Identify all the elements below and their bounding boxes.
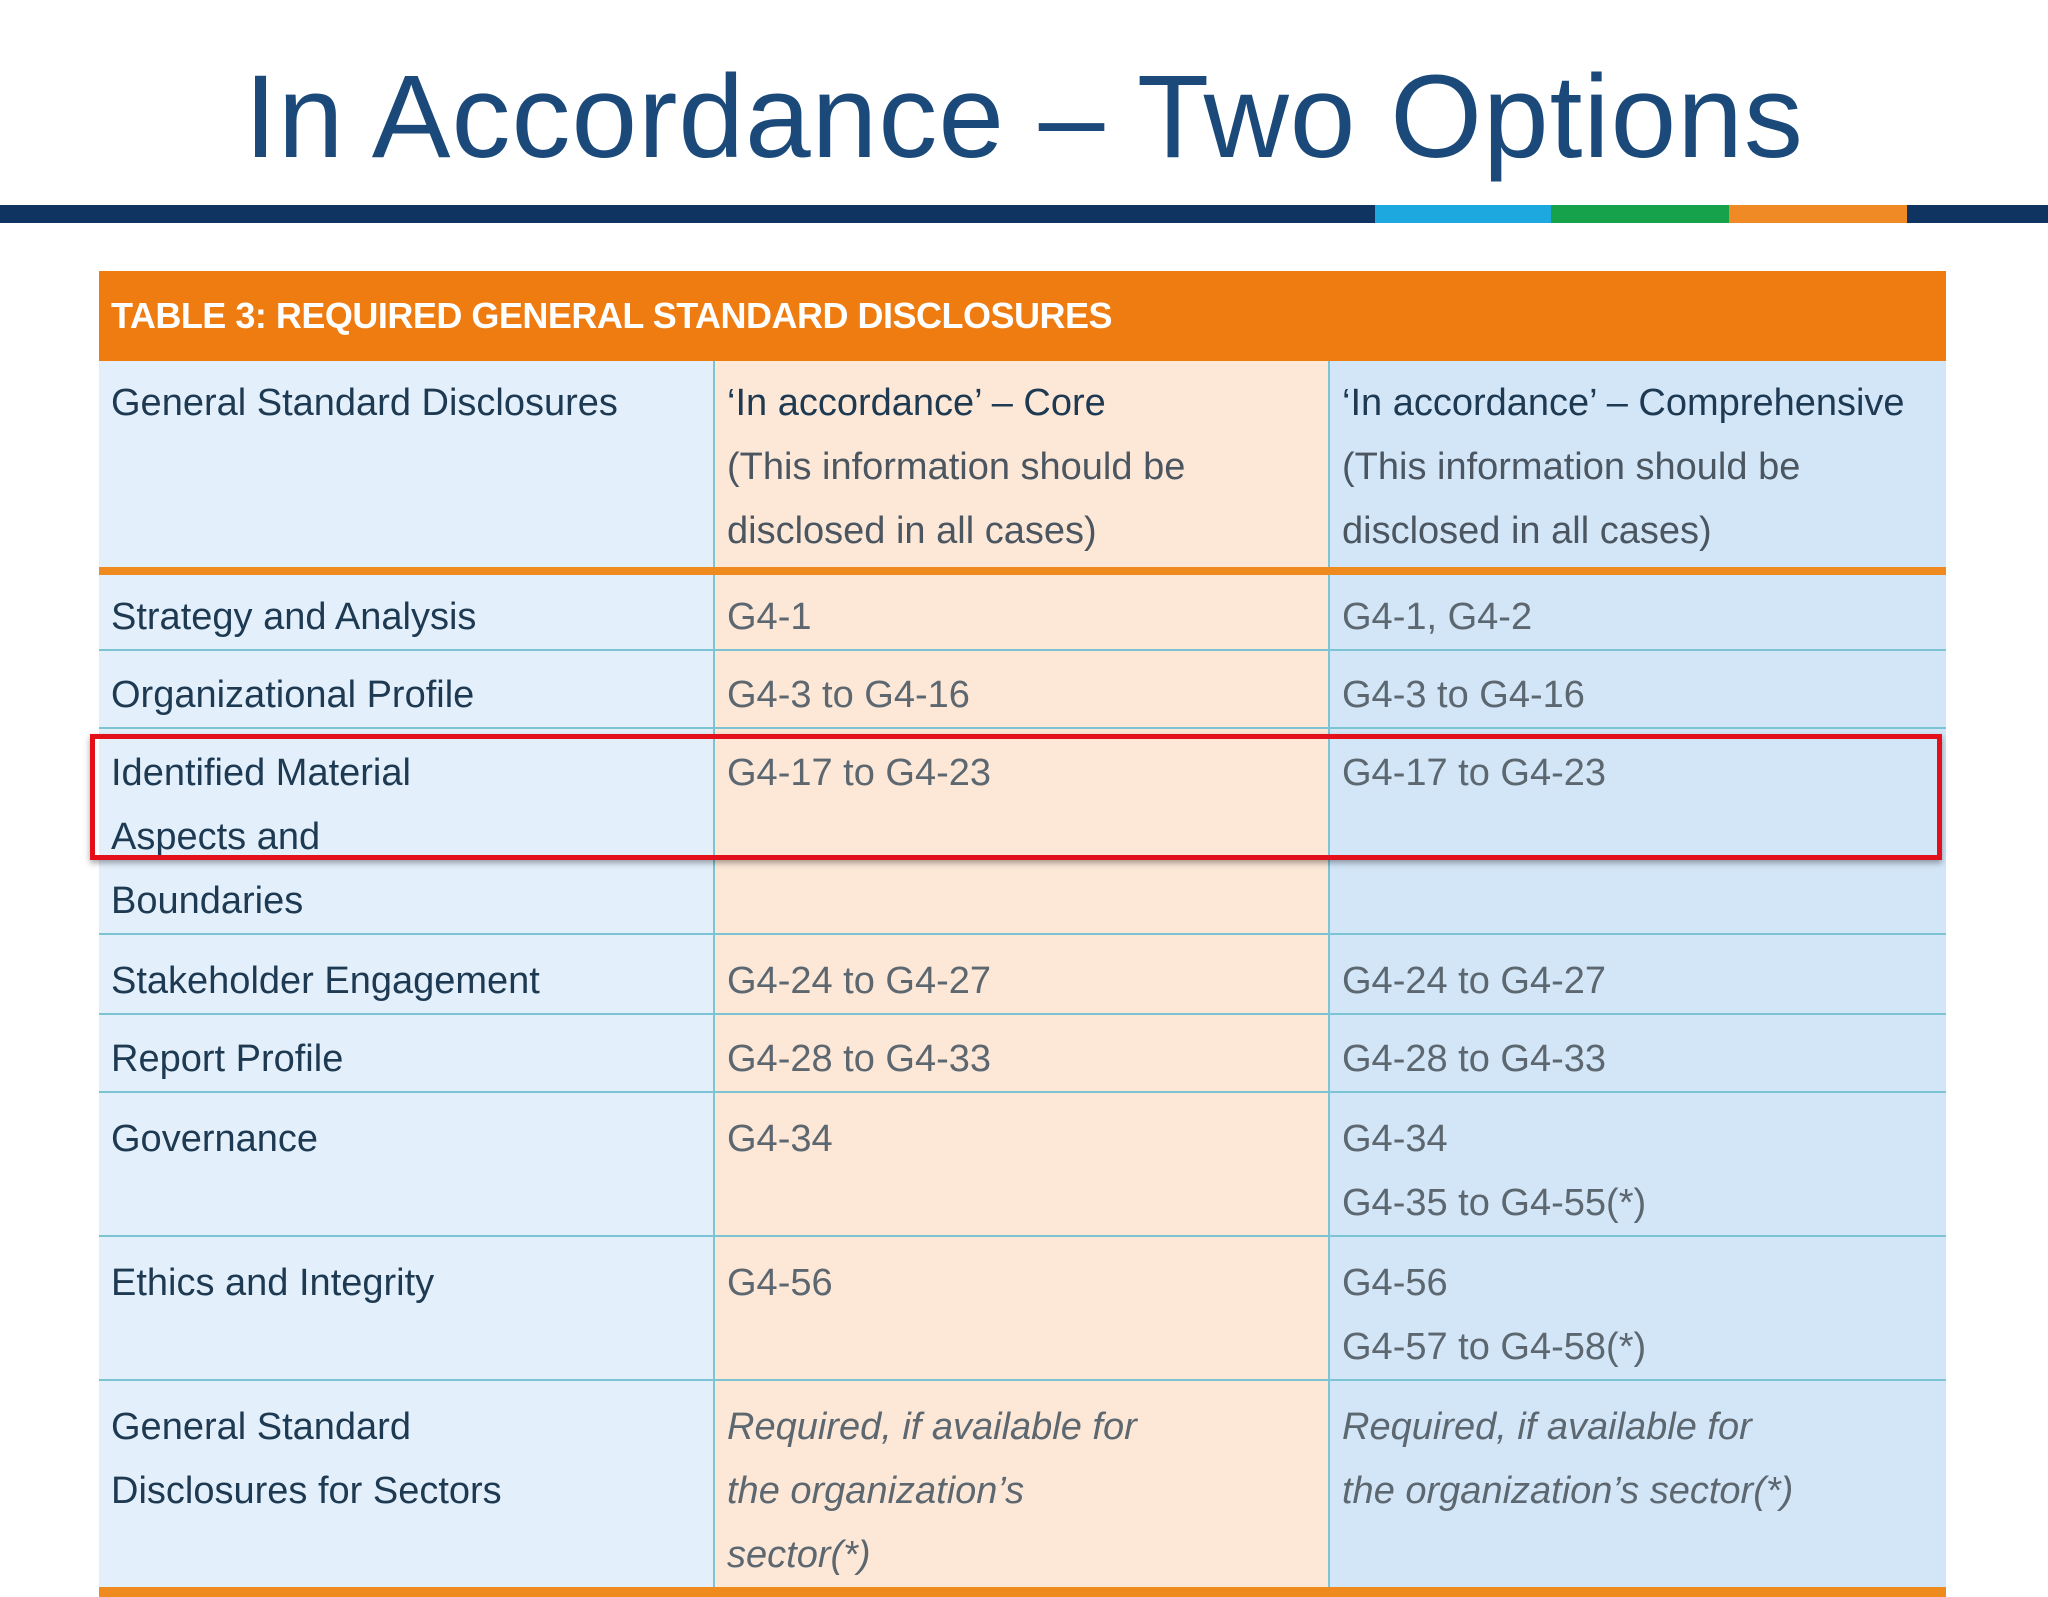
- row-comprehensive-value: G4-3 to G4-16: [1329, 650, 1946, 728]
- table-header-row: [99, 361, 1946, 571]
- table-row: [99, 1092, 1946, 1236]
- row-core-value: G4-3 to G4-16: [714, 650, 1329, 728]
- row-comprehensive-value: G4-28 to G4-33: [1329, 1014, 1946, 1092]
- table-row: [99, 934, 1946, 1014]
- divider-segment-blue: [1375, 205, 1551, 223]
- header-comprehensive-title: ‘In accordance’ – Comprehensive: [1342, 382, 1905, 424]
- header-comprehensive-subtitle: (This information should be disclosed in all cases): [1342, 446, 1801, 552]
- row-label: Stakeholder Engagement: [99, 934, 714, 1014]
- row-comprehensive-value: G4-56: [1342, 1262, 1448, 1304]
- header-comprehensive: [1329, 361, 1946, 571]
- row-label: Strategy and Analysis: [99, 571, 714, 650]
- header-core-title: ‘In accordance’ – Core: [727, 382, 1106, 424]
- row-core-value: G4-28 to G4-33: [714, 1014, 1329, 1092]
- header-core-subtitle: (This information should be disclosed in all cases): [727, 446, 1186, 552]
- slide-title: In Accordance – Two Options: [244, 51, 1804, 183]
- row-comprehensive-value: G4-1, G4-2: [1329, 571, 1946, 650]
- table-row: [99, 571, 1946, 650]
- row-label: Organizational Profile: [99, 650, 714, 728]
- row-core-value: G4-34: [714, 1092, 1329, 1236]
- row-label: General Standard Disclosures for Sectors: [99, 1380, 714, 1592]
- row-label: Governance: [99, 1092, 714, 1236]
- table-row-highlighted: [99, 728, 1946, 934]
- row-label: Ethics and Integrity: [99, 1236, 714, 1380]
- divider-segment-navy-end: [1907, 205, 2048, 223]
- divider-segment-green: [1551, 205, 1729, 223]
- table-row: [99, 650, 1946, 728]
- row-core-value: G4-17 to G4-23: [714, 728, 1329, 934]
- row-comprehensive-value: Required, if available for the organization’s sector(*): [1329, 1380, 1946, 1592]
- divider-segment-navy: [0, 205, 1375, 223]
- row-comprehensive-extra: G4-57 to G4-58(*): [1342, 1326, 1647, 1368]
- row-label: Report Profile: [99, 1014, 714, 1092]
- row-comprehensive-cell: [1329, 1236, 1946, 1380]
- divider-segment-orange: [1729, 205, 1907, 223]
- header-core: [714, 361, 1329, 571]
- disclosures-grid: [99, 361, 1946, 1597]
- table-row: [99, 1014, 1946, 1092]
- row-core-value: G4-56: [714, 1236, 1329, 1380]
- table-row: [99, 1236, 1946, 1380]
- title-divider: [0, 205, 2048, 223]
- row-comprehensive-value: G4-24 to G4-27: [1329, 934, 1946, 1014]
- table-row: [99, 1380, 1946, 1592]
- header-general-disclosures: General Standard Disclosures: [99, 361, 714, 571]
- table-caption: TABLE 3: REQUIRED GENERAL STANDARD DISCLOSURES: [99, 271, 1946, 361]
- row-core-value: G4-1: [714, 571, 1329, 650]
- row-comprehensive-value: G4-17 to G4-23: [1329, 728, 1946, 934]
- row-comprehensive-cell: [1329, 1092, 1946, 1236]
- row-core-value: G4-24 to G4-27: [714, 934, 1329, 1014]
- disclosures-table: [99, 271, 1946, 1597]
- row-core-value: Required, if available for the organization’s sector(*): [714, 1380, 1329, 1592]
- row-comprehensive-extra: G4-35 to G4-55(*): [1342, 1182, 1647, 1224]
- row-comprehensive-value: G4-34: [1342, 1118, 1448, 1160]
- row-label: Identified Material Aspects and Boundaries: [99, 728, 714, 934]
